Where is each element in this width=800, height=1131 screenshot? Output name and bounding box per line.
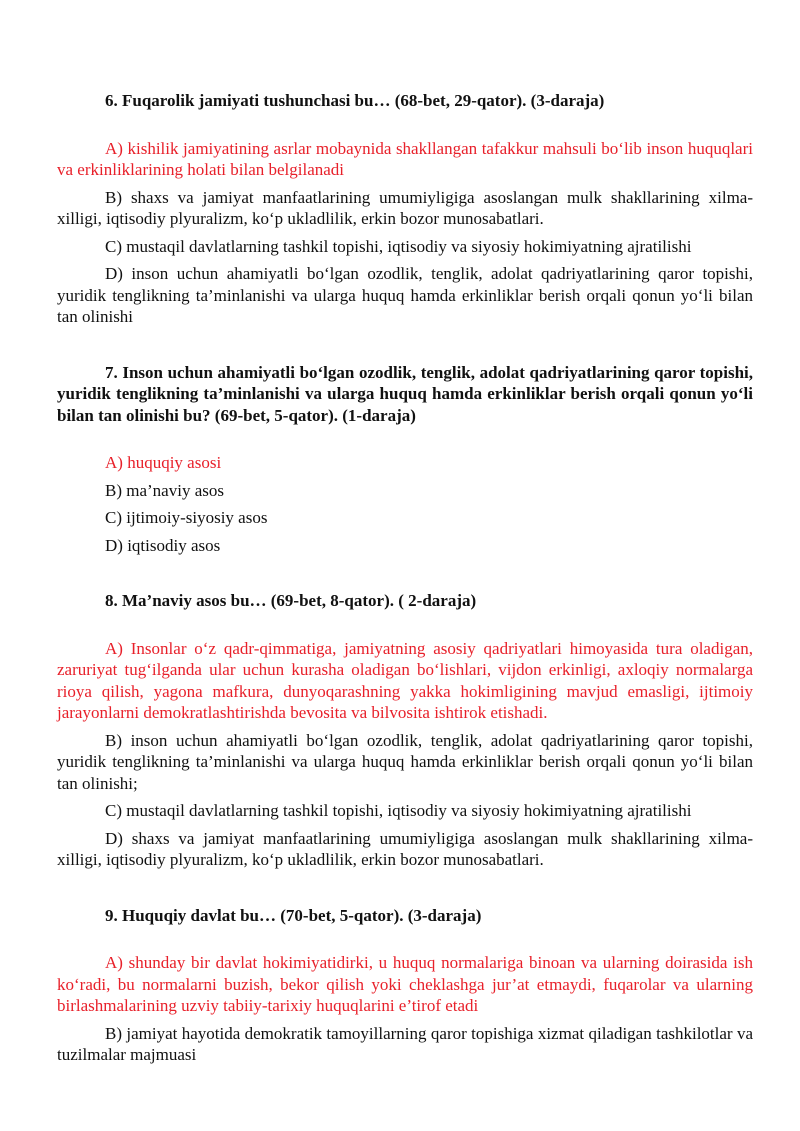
q6-option-c: C) mustaqil davlatlarning tashkil topishi, iqtisodiy va siyosiy hokimiyatning ajratilishi (105, 236, 692, 256)
q8-option-a-correct: A) Insonlar o‘z qadr-qimmatiga, jamiyatning asosiy qadriyatlari himoyasida tura oladigan, zaruriyat tug‘ilganda ular uchun kurasha oladigan bo‘lishlari, vijdon erkinligi, axloqiy normalarga rioya qilish, yagona mafkura, dunyoqarashning yakka hokimligining mavjud emasligi, ijtimoiy jarayonlarni demokratlashtirishda bevosita va bilvosita ishtirok etishadi. (57, 638, 753, 722)
q8-option-c: C) mustaqil davlatlarning tashkil topishi, iqtisodiy va siyosiy hokimiyatning ajratilishi (105, 801, 692, 820)
question-9: 9. Huquqiy davlat bu… (70-bet, 5-qator). (3-daraja) (105, 905, 482, 925)
q7-option-b: B) ma’naviy asos (105, 480, 224, 500)
question-6: 6. Fuqarolik jamiyati tushunchasi bu… (68-bet, 29-qator). (3-daraja) (105, 91, 605, 110)
q7-option-c: C) ijtimoiy-siyosiy asos (105, 508, 268, 527)
q9-option-b: B) jamiyat hayotida demokratik tamoyillarning qaror topishiga xizmat qiladigan tashkilotlar va tuzilmalar majmuasi (57, 1023, 753, 1064)
q8-option-d: D) shaxs va jamiyat manfaatlarining umumiyligiga asoslangan mulk shakllarining xilma-xilligi, iqtisodiy plyuralizm, ko‘p ukladlilik, erkin bozor munosabatlari. (57, 828, 753, 869)
q7-option-a-correct: A) huquqiy asosi (105, 453, 222, 472)
q6-option-b: B) shaxs va jamiyat manfaatlarining umumiyligiga asoslangan mulk shakllarining xilma-xilligi, iqtisodiy plyuralizm, ko‘p ukladlilik, erkin bozor munosabatlari. (57, 187, 753, 228)
question-8: 8. Ma’naviy asos bu… (69-bet, 8-qator). ( 2-daraja) (105, 591, 477, 610)
document-page (57, 90, 753, 1072)
q6-option-a-correct: A) kishilik jamiyatining asrlar mobaynida shakllangan tafakkur mahsuli bo‘lib inson huquqlari va erkinliklarining holati bilan belgilanadi (57, 138, 753, 179)
q6-option-d: D) inson uchun ahamiyatli bo‘lgan ozodlik, tenglik, adolat qadriyatlarining qaror topishi, yuridik tenglikning ta’minlanishi va ularga huquq hamda erkinliklar berish orqali qonun yo‘li bilan tan olinishi (57, 264, 753, 326)
q7-option-d: D) iqtisodiy asos (105, 535, 221, 555)
question-7: 7. Inson uchun ahamiyatli bo‘lgan ozodlik, tenglik, adolat qadriyatlarining qaror topishi, yuridik tenglikning ta’minlanishi va ularga huquq hamda erkinliklar berish orqali qonun yo‘li bilan tan olinishi bu? (69-bet, 5-qator). (1-daraja) (57, 362, 753, 425)
q8-option-b: B) inson uchun ahamiyatli bo‘lgan ozodlik, tenglik, adolat qadriyatlarining qaror topishi, yuridik tenglikning ta’minlanishi va ularga huquq hamda erkinliklar berish orqali qonun yo‘li bilan tan olinishi; (57, 730, 753, 793)
q9-option-a-correct: A) shunday bir davlat hokimiyatidirki, u huquq normalariga binoan va ularning doirasida ish ko‘radi, bu normalarni buzish, bekor qilish yoki cheklashga jur’at etmaydi, fuqarolar va ularning birlashmalarining uzviy tabiiy-tarixiy huquqlarini e’tirof etadi (57, 953, 753, 1015)
